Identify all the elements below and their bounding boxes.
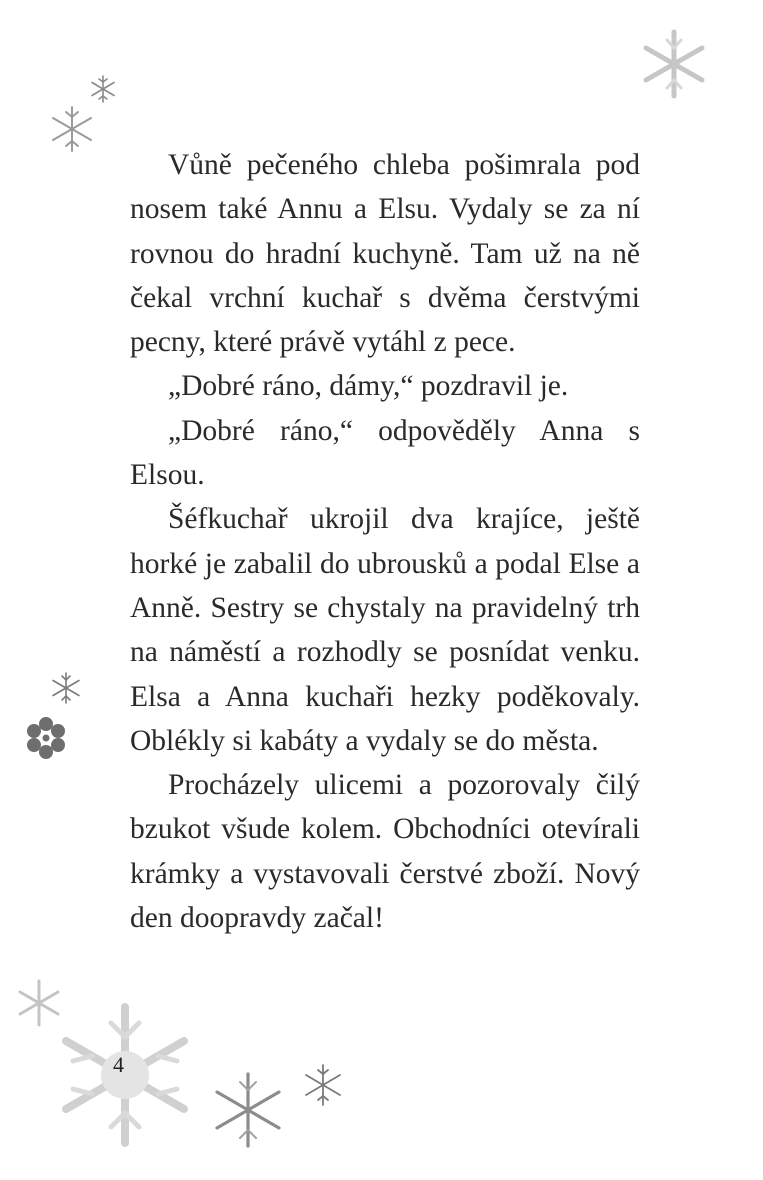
snowflake-icon (638, 28, 710, 100)
snowflake-icon (300, 1062, 346, 1108)
chapter-text (130, 143, 640, 940)
snowflake-icon (88, 74, 118, 104)
snowflake-icon (47, 104, 97, 154)
snowflake-icon (50, 1000, 200, 1150)
paragraph: Procházely ulicemi a pozorovaly čilý bzukot všude kolem. Obchodníci otevírali krámky a vystavovali čerstvé zboží. Nový den doopravdy začal! (130, 769, 640, 935)
flower-snowflake-icon (20, 712, 72, 764)
snowflake-icon (212, 1070, 284, 1150)
paragraph: „Dobré ráno,“ odpověděly Anna s Elsou. (130, 414, 640, 492)
paragraph: „Dobré ráno, dámy,“ pozdravil je. (168, 370, 569, 403)
paragraph: Vůně pečeného chleba pošimrala pod nosem také Annu a Elsu. Vydaly se za ní rovnou do hradní kuchyně. Tam už na ně čekal vrchní kuchař s dvěma čerstvými pecny, které právě vytáhl z pece. (130, 149, 640, 359)
page-number: 4 (113, 1052, 124, 1077)
paragraph: Šéfkuchař ukrojil dva krajíce, ještě horké je zabalil do ubrousků a podal Else a Anně. Sestry se chystaly na pravidelný trh na náměstí a rozhodly se posnídat venku. Elsa a Anna kuchaři hezky poděkovaly. Oblékly si kabáty a vydaly se do města. (130, 503, 640, 757)
snowflake-icon (48, 670, 84, 706)
